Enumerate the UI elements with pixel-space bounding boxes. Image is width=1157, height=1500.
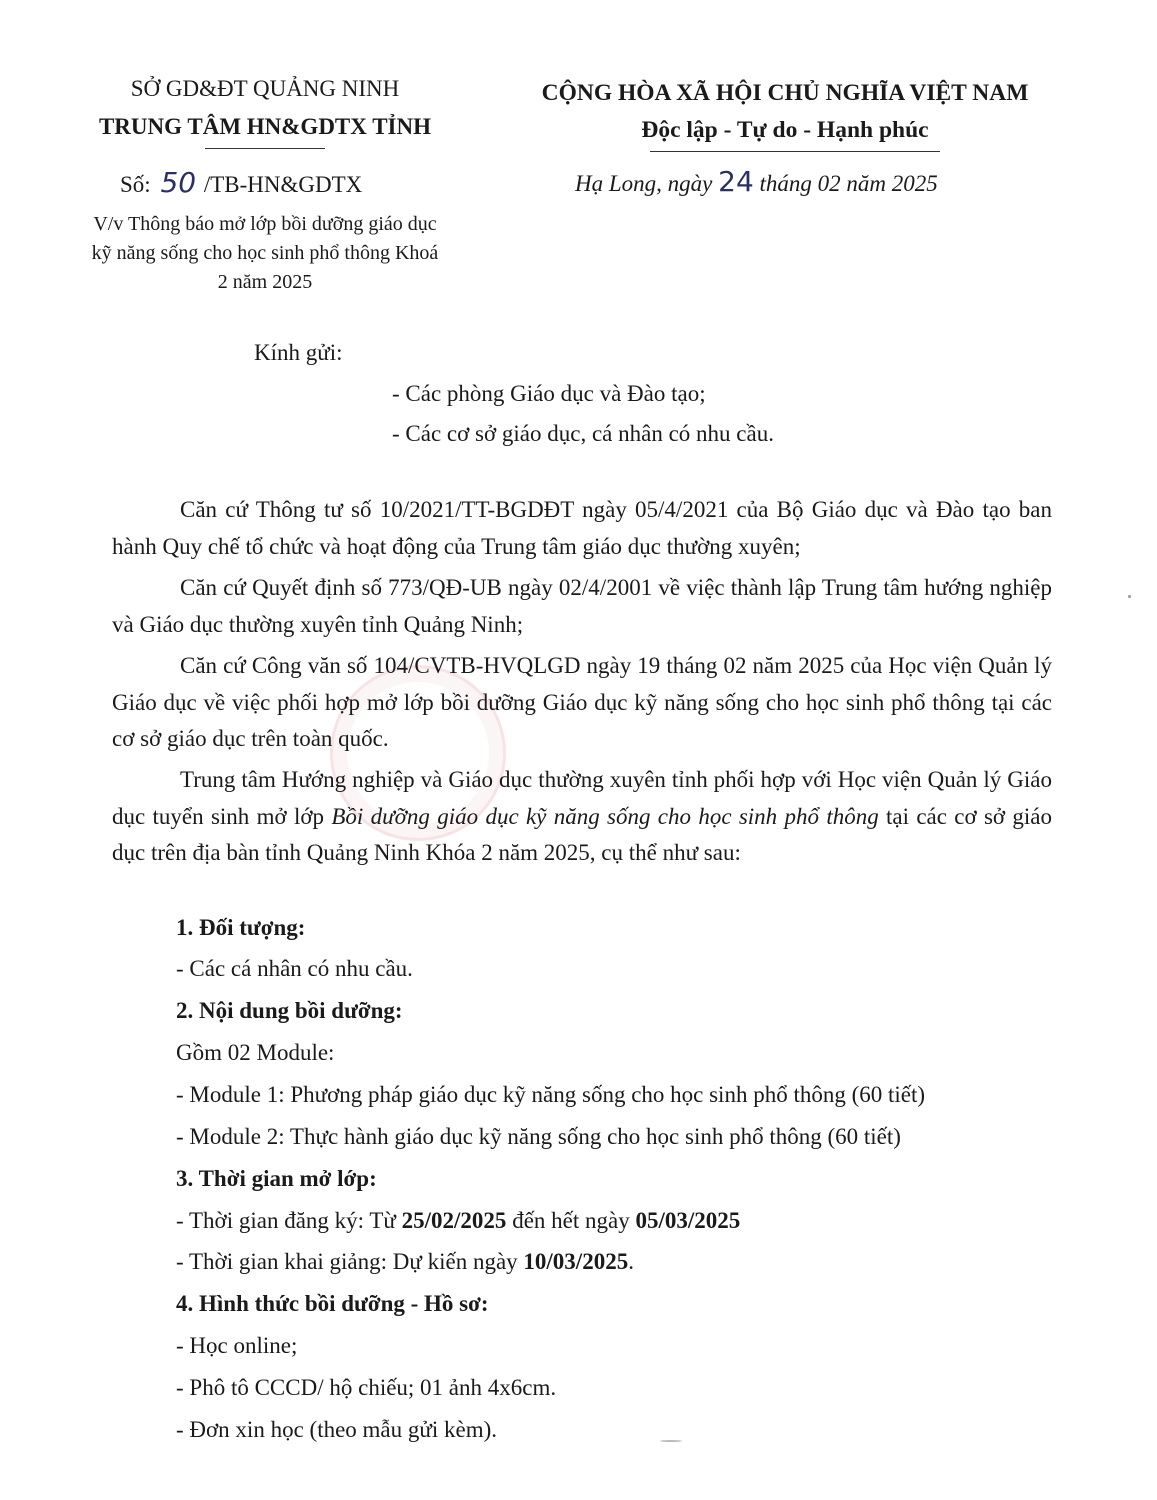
paragraph-4: Trung tâm Hướng nghiệp và Giáo dục thường xuyên tỉnh phối hợp với Học viện Quản lý Giáo dục tuyển sinh mở lớp Bồi dưỡng giáo dục kỹ năng sống cho học sinh phổ thông tại các cơ sở giáo dục trên địa bàn tỉnh Quảng Ninh Khóa 2 năm 2025, cụ thể như sau: xyxy=(112,767,1053,865)
center-name: TRUNG TÂM HN&GDTX TỈNH xyxy=(98,114,432,139)
registration-start-date: 25/02/2025 xyxy=(401,1208,507,1233)
scan-speck xyxy=(660,1440,682,1442)
registration-period: - Thời gian đăng ký: Từ 25/02/2025 đến hết ngày 05/03/2025 xyxy=(176,1208,741,1233)
subject-line-3: 2 năm 2025 xyxy=(217,271,313,293)
issue-date xyxy=(575,165,938,198)
section-4-line-3: - Đơn xin học (theo mẫu gửi kèm). xyxy=(176,1417,498,1442)
paragraph-1: Căn cứ Thông tư số 10/2021/TT-BGDĐT ngày 05/4/2021 của Bộ Giáo dục và Đào tạo ban hành Quy chế tổ chức và hoạt động của Trung tâm giáo dục thường xuyên; xyxy=(112,497,1052,559)
opening-date-value: 10/03/2025 xyxy=(523,1249,629,1274)
section-3-title: 3. Thời gian mở lớp: xyxy=(176,1166,377,1191)
module-1-line: - Module 1: Phương pháp giáo dục kỹ năng sống cho học sinh phổ thông (60 tiết) xyxy=(176,1082,926,1107)
handwritten-number: 50 xyxy=(160,166,197,199)
date-suffix: tháng 02 năm 2025 xyxy=(759,171,938,196)
section-4-line-2: - Phô tô CCCD/ hộ chiếu; 01 ảnh 4x6cm. xyxy=(176,1375,557,1400)
section-4-line-1: - Học online; xyxy=(176,1333,298,1358)
left-header-underline xyxy=(205,148,325,149)
motto-underline xyxy=(650,151,940,152)
subject-block xyxy=(40,210,490,297)
section-1-title: 1. Đối tượng: xyxy=(176,915,306,940)
module-2-line: - Module 2: Thực hành giáo dục kỹ năng sống cho học sinh phổ thông (60 tiết) xyxy=(176,1124,901,1149)
section-2-line-1: Gồm 02 Module: xyxy=(176,1040,335,1065)
recipient-1: - Các phòng Giáo dục và Đào tạo; xyxy=(392,381,706,406)
handwritten-day: 24 xyxy=(718,165,754,198)
scan-speck xyxy=(1128,595,1131,598)
course-name-italic: Bồi dưỡng giáo dục kỹ năng sống cho học sinh phổ thông xyxy=(331,803,879,829)
date-prefix: Hạ Long, ngày xyxy=(575,171,713,196)
section-4-title: 4. Hình thức bồi dưỡng - Hồ sơ: xyxy=(176,1291,489,1316)
national-motto: Độc lập - Tự do - Hạnh phúc xyxy=(641,117,929,143)
section-2-title: 2. Nội dung bồi dưỡng: xyxy=(176,998,403,1023)
paragraph-3: Căn cứ Công văn số 104/CVTB-HVQLGD ngày 19 tháng 02 năm 2025 của Học viện Quản lý Giáo dục về việc phối hợp mở lớp bồi dưỡng Giáo dục kỹ năng sống cho học sinh phổ thông tại các cơ sở giáo dục trên toàn quốc. xyxy=(112,653,1052,751)
subject-line-2: kỹ năng sống cho học sinh phổ thông Khoá xyxy=(91,242,439,264)
number-prefix: Số: xyxy=(120,172,151,197)
subject-line-1: V/v Thông báo mở lớp bồi dưỡng giáo dục xyxy=(93,213,437,235)
paragraph-2: Căn cứ Quyết định số 773/QĐ-UB ngày 02/4/2001 về việc thành lập Trung tâm hướng nghiệp và Giáo dục thường xuyên tỉnh Quảng Ninh; xyxy=(112,575,1052,637)
document-number xyxy=(120,166,362,199)
number-suffix: /TB-HN&GDTX xyxy=(203,172,363,197)
department-name: SỞ GD&ĐT QUẢNG NINH xyxy=(130,76,400,101)
country-name: CỘNG HÒA XÃ HỘI CHỦ NGHĨA VIỆT NAM xyxy=(541,80,1029,106)
recipient-2: - Các cơ sở giáo dục, cá nhân có nhu cầu. xyxy=(392,421,774,446)
registration-end-date: 05/03/2025 xyxy=(635,1208,741,1233)
recipients-label: Kính gửi: xyxy=(254,340,343,365)
section-1-line-1: - Các cá nhân có nhu cầu. xyxy=(176,956,413,981)
opening-date: - Thời gian khai giảng: Dự kiến ngày 10/03/2025. xyxy=(176,1249,634,1274)
